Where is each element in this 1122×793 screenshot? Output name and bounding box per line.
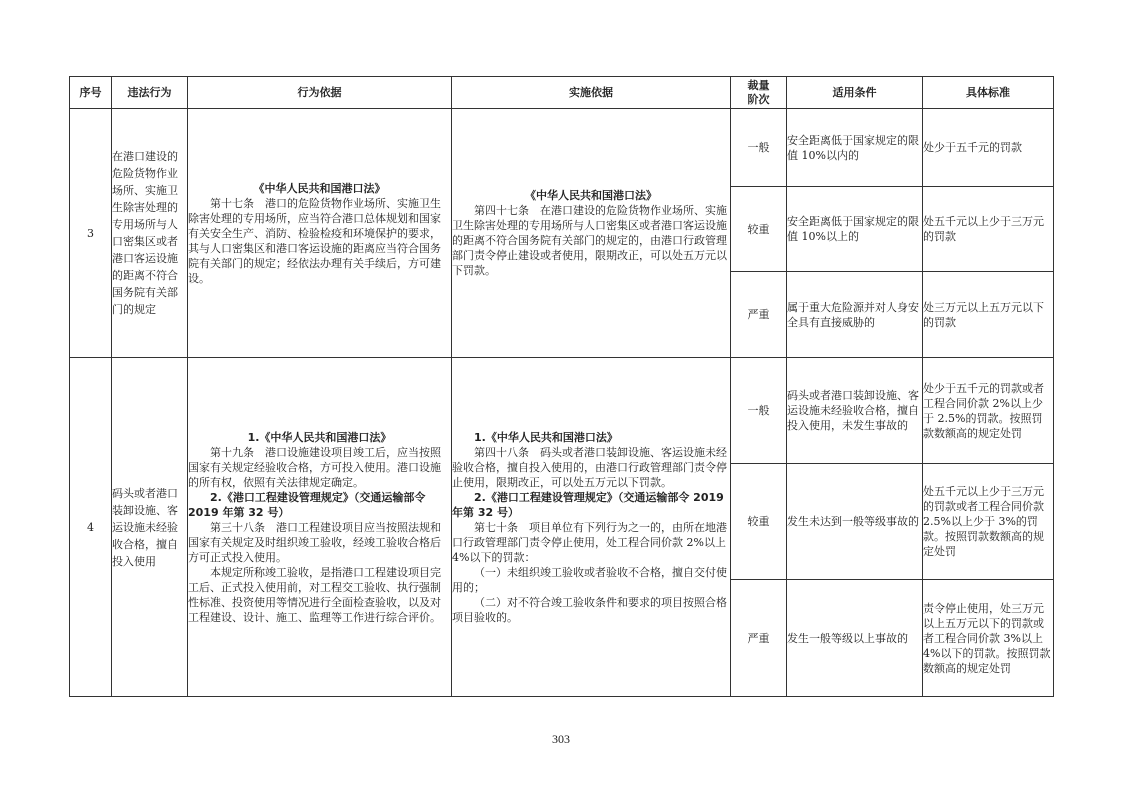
- impl-paragraph: 第四十八条 码头或者港口装卸设施、客运设施未经验收合格，擅自投入使用的，由港口行政管理部门责令停止使用，限期改正，可以处五万元以下罚款。: [452, 445, 727, 489]
- standard: 处少于五千元的罚款或者工程合同价款 2%以上少于 2.5%的罚款。按照罚款数额高的规定处罚: [923, 358, 1054, 464]
- level-label: 较重: [731, 464, 787, 580]
- basis-paragraph: 第三十八条 港口工程建设项目应当按照法规和国家有关规定及时组织竣工验收，经竣工验收合格后方可正式投入使用。: [188, 520, 441, 564]
- condition: 安全距离低于国家规定的限值 10%以上的: [787, 187, 923, 272]
- header-impl: 实施依据: [452, 77, 731, 109]
- basis-text: 第十七条 港口的危险货物作业场所、实施卫生除害处理的专用场所，应当符合港口总体规划和国家有关安全生产、消防、检验检疫和环境保护的要求，其与人口密集区和港口客运设施的距离应当符合国务院有关部门的规定；经依法办理有关手续后，方可建设。: [188, 196, 441, 285]
- level-label: 一般: [731, 358, 787, 464]
- behavior-basis: [188, 109, 452, 358]
- behavior-basis: [188, 358, 452, 697]
- impl-paragraph: 第七十条 项目单位有下列行为之一的，由所在地港口行政管理部门责令停止使用，处工程合同价款 2%以上 4%以下的罚款：: [452, 520, 727, 564]
- condition: 发生一般等级以上事故的: [787, 580, 923, 697]
- basis-paragraph: 第十九条 港口设施建设项目竣工后，应当按照国家有关规定经验收合格，方可投入使用。港口设施的所有权，依照有关法律规定确定。: [188, 445, 441, 489]
- header-row: [70, 77, 1054, 109]
- row-number: 3: [70, 109, 112, 358]
- impl-paragraph: （二）对不符合竣工验收条件和要求的项目按照合格项目验收的。: [452, 595, 727, 624]
- violation-behavior: 码头或者港口装卸设施、客运设施未经验收合格，擅自投入使用: [112, 358, 188, 697]
- basis-title: 2.《港口工程建设管理规定》（交通运输部令 2019 年第 32 号）: [188, 490, 426, 519]
- standard: 处少于五千元的罚款: [923, 109, 1054, 187]
- standard: 责令停止使用，处三万元以上五万元以下的罚款或者工程合同价款 3%以上 4%以下的罚款。按照罚款数额高的规定处罚: [923, 580, 1054, 697]
- impl-paragraph: （一）未组织竣工验收或者验收不合格，擅自交付使用的；: [452, 565, 727, 594]
- condition: 安全距离低于国家规定的限值 10%以内的: [787, 109, 923, 187]
- violation-behavior: 在港口建设的危险货物作业场所、实施卫生除害处理的专用场所与人口密集区或者港口客运设施的距离不符合国务院有关部门的规定: [112, 109, 188, 358]
- level-label: 一般: [731, 109, 787, 187]
- header-cond: 适用条件: [787, 77, 923, 109]
- level-label: 较重: [731, 187, 787, 272]
- condition: 属于重大危险源并对人身安全具有直接威胁的: [787, 272, 923, 358]
- implementation-basis: [452, 109, 731, 358]
- table-row: [70, 109, 1054, 187]
- header-level: [731, 77, 787, 109]
- table-row: [70, 358, 1054, 464]
- implementation-basis: [452, 358, 731, 697]
- basis-paragraph: 本规定所称竣工验收，是指港口工程建设项目完工后、正式投入使用前，对工程交工验收、执行强制性标准、投资使用等情况进行全面检查验收，以及对工程建设、设计、施工、监理等工作进行综合评价。: [188, 565, 441, 624]
- page-number: 303: [552, 732, 570, 746]
- penalty-table: [69, 76, 1054, 697]
- header-no: 序号: [70, 77, 112, 109]
- header-std: 具体标准: [923, 77, 1054, 109]
- standard: 处三万元以上五万元以下的罚款: [923, 272, 1054, 358]
- standard: 处五千元以上少于三万元的罚款或者工程合同价款 2.5%以上少于 3%的罚款。按照罚款数额高的规定处罚: [923, 464, 1054, 580]
- condition: 码头或者港口装卸设施、客运设施未经验收合格，擅自投入使用，未发生事故的: [787, 358, 923, 464]
- level-label: 严重: [731, 272, 787, 358]
- header-behavior: 违法行为: [112, 77, 188, 109]
- basis-title: 《中华人民共和国港口法》: [253, 181, 386, 195]
- header-level-text: 裁量阶次: [747, 78, 770, 106]
- impl-title: 《中华人民共和国港口法》: [525, 189, 657, 202]
- header-basis: 行为依据: [188, 77, 452, 109]
- row-number: 4: [70, 358, 112, 697]
- impl-title: 2.《港口工程建设管理规定》（交通运输部令 2019 年第 32 号）: [452, 490, 724, 519]
- impl-title: 1.《中华人民共和国港口法》: [474, 430, 618, 444]
- standard: 处五千元以上少于三万元的罚款: [923, 187, 1054, 272]
- impl-text: 第四十七条 在港口建设的危险货物作业场所、实施卫生除害处理的专用场所与人口密集区或者港口客运设施的距离不符合国务院有关部门的规定的，由港口行政管理部门责令停止建设或者使用，限期改正，可以处五万元以下罚款。: [452, 204, 727, 277]
- condition: 发生未达到一般等级事故的: [787, 464, 923, 580]
- basis-title: 1.《中华人民共和国港口法》: [247, 430, 392, 444]
- level-label: 严重: [731, 580, 787, 697]
